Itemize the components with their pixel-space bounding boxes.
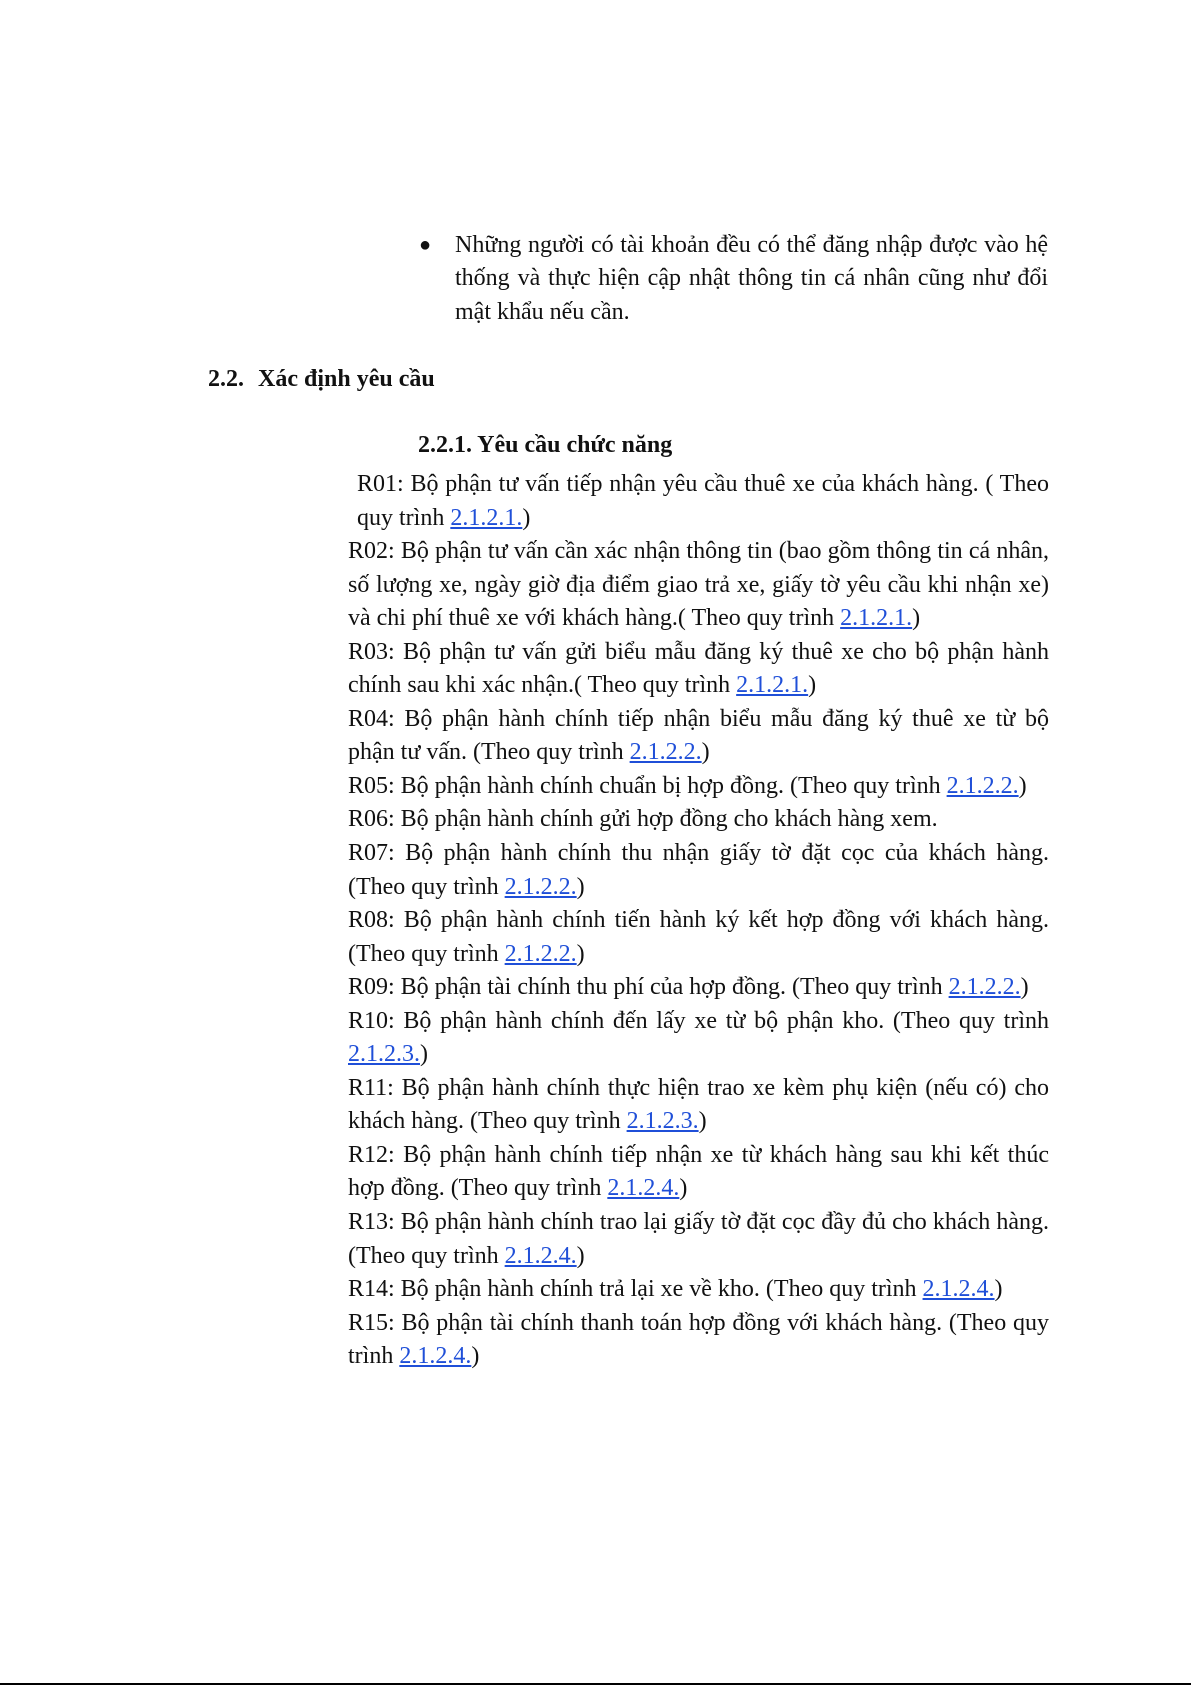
process-reference-link[interactable]: 2.1.2.4. bbox=[399, 1343, 472, 1370]
process-reference-link[interactable]: 2.1.2.4. bbox=[607, 1175, 680, 1202]
requirement-text: R02: Bộ phận tư vấn cần xác nhận thông tin (bao gồm thông tin cá nhân, số lượng xe, ngày giờ địa điểm giao trả xe, giấy tờ yêu cầu khi nhận xe) và chi phí thuê xe với khách hàng.( Theo quy trình bbox=[348, 538, 1049, 632]
requirement-item bbox=[348, 1005, 1049, 1072]
process-reference-link[interactable]: 2.1.2.2. bbox=[948, 974, 1021, 1001]
process-reference-link[interactable]: 2.1.2.3. bbox=[348, 1041, 420, 1068]
requirement-item bbox=[348, 1206, 1049, 1273]
requirement-item bbox=[348, 770, 1049, 804]
requirement-item bbox=[348, 468, 1049, 535]
requirement-item bbox=[348, 703, 1049, 770]
process-reference-link[interactable]: 2.1.2.2. bbox=[504, 873, 577, 900]
requirement-tail: ) bbox=[522, 504, 531, 531]
requirement-tail: ) bbox=[912, 605, 921, 632]
requirement-tail: ) bbox=[994, 1276, 1003, 1303]
requirement-text: R05: Bộ phận hành chính chuẩn bị hợp đồng. (Theo quy trình bbox=[348, 772, 947, 799]
requirement-text: R08: Bộ phận hành chính tiến hành ký kết hợp đồng với khách hàng. (Theo quy trình bbox=[348, 907, 1049, 967]
bullet-text: Những người có tài khoản đều có thể đăng nhập được vào hệ thống và thực hiện cập nhật thông tin cá nhân cũng như đổi mật khẩu nếu cần. bbox=[455, 232, 1048, 325]
bullet-item bbox=[419, 229, 1048, 329]
process-reference-link[interactable]: 2.1.2.2. bbox=[504, 940, 577, 967]
process-reference-link[interactable]: 2.1.2.4. bbox=[504, 1242, 577, 1269]
process-reference-link[interactable]: 2.1.2.2. bbox=[946, 772, 1019, 799]
requirement-text: R11: Bộ phận hành chính thực hiện trao xe kèm phụ kiện (nếu có) cho khách hàng. (Theo quy trình bbox=[348, 1074, 1049, 1135]
process-reference-link[interactable]: 2.1.2.3. bbox=[626, 1108, 699, 1135]
requirement-text: R06: Bộ phận hành chính gửi hợp đồng cho khách hàng xem. bbox=[348, 806, 938, 833]
requirement-text: R07: Bộ phận hành chính thu nhận giấy tờ đặt cọc của khách hàng. (Theo quy trình bbox=[348, 840, 1049, 900]
requirement-tail: ) bbox=[576, 940, 585, 967]
requirement-item bbox=[348, 636, 1049, 703]
requirement-text: R01: Bộ phận tư vấn tiếp nhận yêu cầu thuê xe của khách hàng. ( Theo quy trình bbox=[357, 471, 1049, 531]
requirement-item bbox=[348, 1273, 1049, 1307]
requirement-tail: ) bbox=[420, 1041, 428, 1068]
requirement-item bbox=[348, 1072, 1049, 1139]
requirement-text: R10: Bộ phận hành chính đến lấy xe từ bộ phận kho. (Theo quy trình bbox=[348, 1007, 1049, 1034]
requirement-tail: ) bbox=[1020, 974, 1029, 1001]
requirement-text: R09: Bộ phận tài chính thu phí của hợp đồng. (Theo quy trình bbox=[348, 974, 949, 1001]
subsection-number: 2.2.1. bbox=[418, 432, 472, 458]
section-heading bbox=[208, 363, 435, 396]
requirement-tail: ) bbox=[576, 1242, 585, 1269]
process-reference-link[interactable]: 2.1.2.1. bbox=[736, 672, 809, 699]
requirement-tail: ) bbox=[698, 1108, 707, 1135]
requirement-text: R13: Bộ phận hành chính trao lại giấy tờ đặt cọc đầy đủ cho khách hàng. (Theo quy trình bbox=[348, 1209, 1049, 1269]
process-reference-link[interactable]: 2.1.2.1. bbox=[450, 504, 523, 531]
requirement-item bbox=[348, 904, 1049, 971]
requirement-item bbox=[348, 971, 1049, 1005]
requirement-item bbox=[348, 1139, 1049, 1206]
requirement-text: R15: Bộ phận tài chính thanh toán hợp đồng với khách hàng. (Theo quy trình bbox=[348, 1309, 1049, 1370]
requirement-text: R12: Bộ phận hành chính tiếp nhận xe từ khách hàng sau khi kết thúc hợp đồng. (Theo quy trình bbox=[348, 1141, 1049, 1202]
requirement-tail: ) bbox=[1018, 772, 1027, 799]
requirement-tail: ) bbox=[808, 672, 817, 699]
section-title: Xác định yêu cầu bbox=[258, 366, 435, 392]
subsection-heading bbox=[418, 429, 672, 462]
bullet-list bbox=[419, 229, 1048, 329]
requirement-text: R04: Bộ phận hành chính tiếp nhận biểu mẫu đăng ký thuê xe từ bộ phận tư vấn. (Theo quy trình bbox=[348, 705, 1049, 766]
requirement-text: R03: Bộ phận tư vấn gửi biểu mẫu đăng ký thuê xe cho bộ phận hành chính sau khi xác nhận.( Theo quy trình bbox=[348, 638, 1049, 699]
requirement-tail: ) bbox=[701, 739, 710, 766]
process-reference-link[interactable]: 2.1.2.1. bbox=[840, 605, 913, 632]
requirement-item bbox=[348, 803, 1049, 837]
requirement-item bbox=[348, 837, 1049, 904]
section-number: 2.2. bbox=[208, 366, 244, 392]
requirement-tail: ) bbox=[471, 1343, 480, 1370]
requirement-item bbox=[348, 1307, 1049, 1374]
bullet-dot-icon: ● bbox=[419, 234, 432, 256]
process-reference-link[interactable]: 2.1.2.4. bbox=[922, 1276, 995, 1303]
requirement-text: R14: Bộ phận hành chính trả lại xe về kho. (Theo quy trình bbox=[348, 1276, 923, 1303]
process-reference-link[interactable]: 2.1.2.2. bbox=[629, 739, 702, 766]
subsection-title: Yêu cầu chức năng bbox=[477, 432, 673, 458]
requirement-tail: ) bbox=[576, 873, 585, 900]
requirement-item bbox=[348, 535, 1049, 636]
requirement-tail: ) bbox=[679, 1175, 688, 1202]
requirements-list bbox=[348, 468, 1049, 1374]
